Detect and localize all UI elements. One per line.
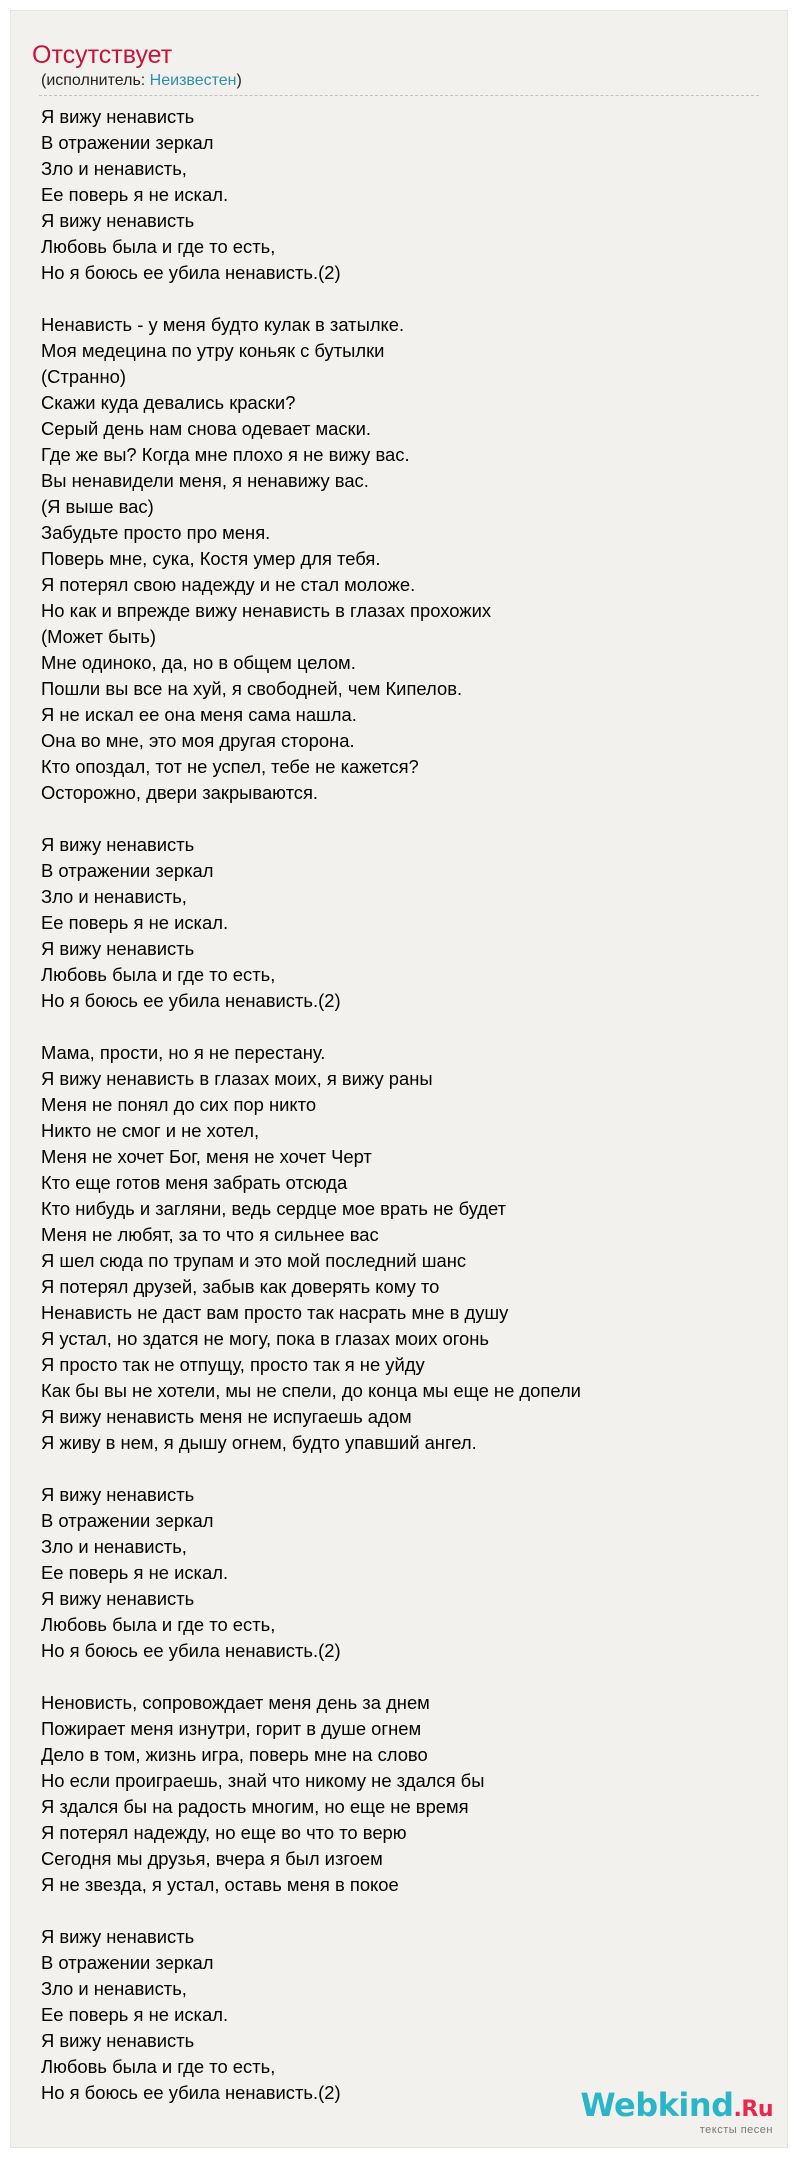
lyric-line: Но как и впрежде вижу ненависть в глазах прохожих xyxy=(41,600,492,621)
stanza xyxy=(41,1482,761,1664)
lyric-line: Я вижу ненависть xyxy=(41,938,195,959)
lyric-line: Сегодня мы друзья, вчера я был изгоем xyxy=(41,1848,383,1869)
lyric-line: Зло и ненависть, xyxy=(41,1978,187,1999)
lyric-line: Ее поверь я не искал. xyxy=(41,912,229,933)
stanza xyxy=(41,104,761,286)
lyric-line: Никто не смог и не хотел, xyxy=(41,1120,260,1141)
lyric-line: Неновисть, сопровождает меня день за днем xyxy=(41,1692,430,1713)
lyric-line: Но если проиграешь, знай что никому не здался бы xyxy=(41,1770,485,1791)
artist-prefix: (исполнитель: xyxy=(41,72,150,89)
artist-suffix: ) xyxy=(236,72,242,89)
lyric-line: Вы ненавидели меня, я ненавижу вас. xyxy=(41,470,369,491)
lyric-line: Но я боюсь ее убила ненависть.(2) xyxy=(41,990,341,1011)
lyric-line: Меня не понял до сих пор никто xyxy=(41,1094,317,1115)
lyric-line: В отражении зеркал xyxy=(41,132,214,153)
lyric-line: Осторожно, двери закрываются. xyxy=(41,782,319,803)
stanza xyxy=(41,1690,761,1898)
lyric-line: Я не звезда, я устал, оставь меня в покое xyxy=(41,1874,399,1895)
artist-line xyxy=(41,72,242,90)
lyric-line: (Может быть) xyxy=(41,626,157,647)
lyrics-body xyxy=(41,104,761,2132)
lyric-line: В отражении зеркал xyxy=(41,1952,214,1973)
lyric-line: Я вижу ненависть xyxy=(41,2030,195,2051)
lyric-line: Меня не любят, за то что я сильнее вас xyxy=(41,1224,379,1245)
logo-tagline: тексты песен xyxy=(699,2124,773,2136)
artist-link[interactable]: Неизвестен xyxy=(149,72,237,89)
lyric-line: Поверь мне, сука, Костя умер для тебя. xyxy=(41,548,381,569)
lyric-line: Кто еще готов меня забрать отсюда xyxy=(41,1172,348,1193)
lyric-line: Любовь была и где то есть, xyxy=(41,236,276,257)
lyric-line: (Странно) xyxy=(41,366,126,387)
lyric-line: Любовь была и где то есть, xyxy=(41,1614,276,1635)
lyric-line: Я устал, но здатся не могу, пока в глазах моих огонь xyxy=(41,1328,489,1349)
lyric-line: Я потерял друзей, забыв как доверять кому то xyxy=(41,1276,440,1297)
lyric-line: Мне одиноко, да, но в общем целом. xyxy=(41,652,356,673)
lyric-line: Я вижу ненависть xyxy=(41,1926,195,1947)
stanza xyxy=(41,1040,761,1456)
lyric-line: Моя медецина по утру коньяк с бутылки xyxy=(41,340,385,361)
logo-main-text: Webkind xyxy=(580,2086,734,2124)
lyric-line: Меня не хочет Бог, меня не хочет Черт xyxy=(41,1146,372,1167)
lyric-line: Ненависть не даст вам просто так насрать мне в душу xyxy=(41,1302,509,1323)
lyric-line: Ее поверь я не искал. xyxy=(41,1562,229,1583)
lyric-line: Но я боюсь ее убила ненависть.(2) xyxy=(41,1640,341,1661)
site-logo[interactable] xyxy=(580,2087,773,2136)
lyric-line: Она во мне, это моя другая сторона. xyxy=(41,730,355,751)
lyric-line: Зло и ненависть, xyxy=(41,1536,187,1557)
lyric-line: Как бы вы не хотели, мы не спели, до конца мы еще не допели xyxy=(41,1380,581,1401)
stanza xyxy=(41,832,761,1014)
lyric-line: Я просто так не отпущу, просто так я не уйду xyxy=(41,1354,425,1375)
logo-wordmark xyxy=(580,2087,773,2128)
lyric-line: Пожирает меня изнутри, горит в душе огнем xyxy=(41,1718,422,1739)
lyric-line: Я вижу ненависть xyxy=(41,1484,195,1505)
lyric-line: Я шел сюда по трупам и это мой последний шанс xyxy=(41,1250,467,1271)
lyric-line: Но я боюсь ее убила ненависть.(2) xyxy=(41,262,341,283)
lyric-line: Дело в том, жизнь игра, поверь мне на слово xyxy=(41,1744,428,1765)
lyric-line: Я вижу ненависть xyxy=(41,106,195,127)
lyric-line: Забудьте просто про меня. xyxy=(41,522,271,543)
lyric-line: Любовь была и где то есть, xyxy=(41,2056,276,2077)
lyric-line: Скажи куда девались краски? xyxy=(41,392,296,413)
lyric-line: Я вижу ненависть xyxy=(41,834,195,855)
lyric-line: Я вижу ненависть xyxy=(41,1588,195,1609)
lyric-line: Мама, прости, но я не перестану. xyxy=(41,1042,326,1063)
lyric-line: Кто нибудь и загляни, ведь сердце мое врать не будет xyxy=(41,1198,507,1219)
lyric-line: Пошли вы все на хуй, я свободней, чем Кипелов. xyxy=(41,678,463,699)
lyric-line: Зло и ненависть, xyxy=(41,886,187,907)
lyric-line: В отражении зеркал xyxy=(41,1510,214,1531)
lyric-line: Я потерял надежду, но еще во что то верю xyxy=(41,1822,407,1843)
lyric-line: Я не искал ее она меня сама нашла. xyxy=(41,704,357,725)
lyric-line: Любовь была и где то есть, xyxy=(41,964,276,985)
lyric-line: Я живу в нем, я дышу огнем, будто упавший ангел. xyxy=(41,1432,477,1453)
divider xyxy=(39,95,759,96)
lyric-line: Ее поверь я не искал. xyxy=(41,2004,229,2025)
lyric-line: Ненависть - у меня будто кулак в затылке. xyxy=(41,314,405,335)
lyric-line: Я вижу ненависть в глазах моих, я вижу раны xyxy=(41,1068,433,1089)
stanza xyxy=(41,312,761,806)
lyric-line: В отражении зеркал xyxy=(41,860,214,881)
lyric-line: Серый день нам снова одевает маски. xyxy=(41,418,371,439)
lyric-line: (Я выше вас) xyxy=(41,496,154,517)
stanza xyxy=(41,1924,761,2106)
lyric-line: Ее поверь я не искал. xyxy=(41,184,229,205)
lyric-line: Я потерял свою надежду и не стал моложе. xyxy=(41,574,416,595)
page-title: Отсутствует xyxy=(32,41,173,69)
lyric-line: Я здался бы на радость многим, но еще не время xyxy=(41,1796,469,1817)
lyric-line: Но я боюсь ее убила ненависть.(2) xyxy=(41,2082,341,2103)
lyric-line: Зло и ненависть, xyxy=(41,158,187,179)
logo-tld: .Ru xyxy=(733,2097,773,2122)
lyric-line: Кто опоздал, тот не успел, тебе не кажется? xyxy=(41,756,419,777)
lyric-line: Я вижу ненависть xyxy=(41,210,195,231)
lyric-line: Где же вы? Когда мне плохо я не вижу вас. xyxy=(41,444,410,465)
lyric-line: Я вижу ненависть меня не испугаешь адом xyxy=(41,1406,412,1427)
